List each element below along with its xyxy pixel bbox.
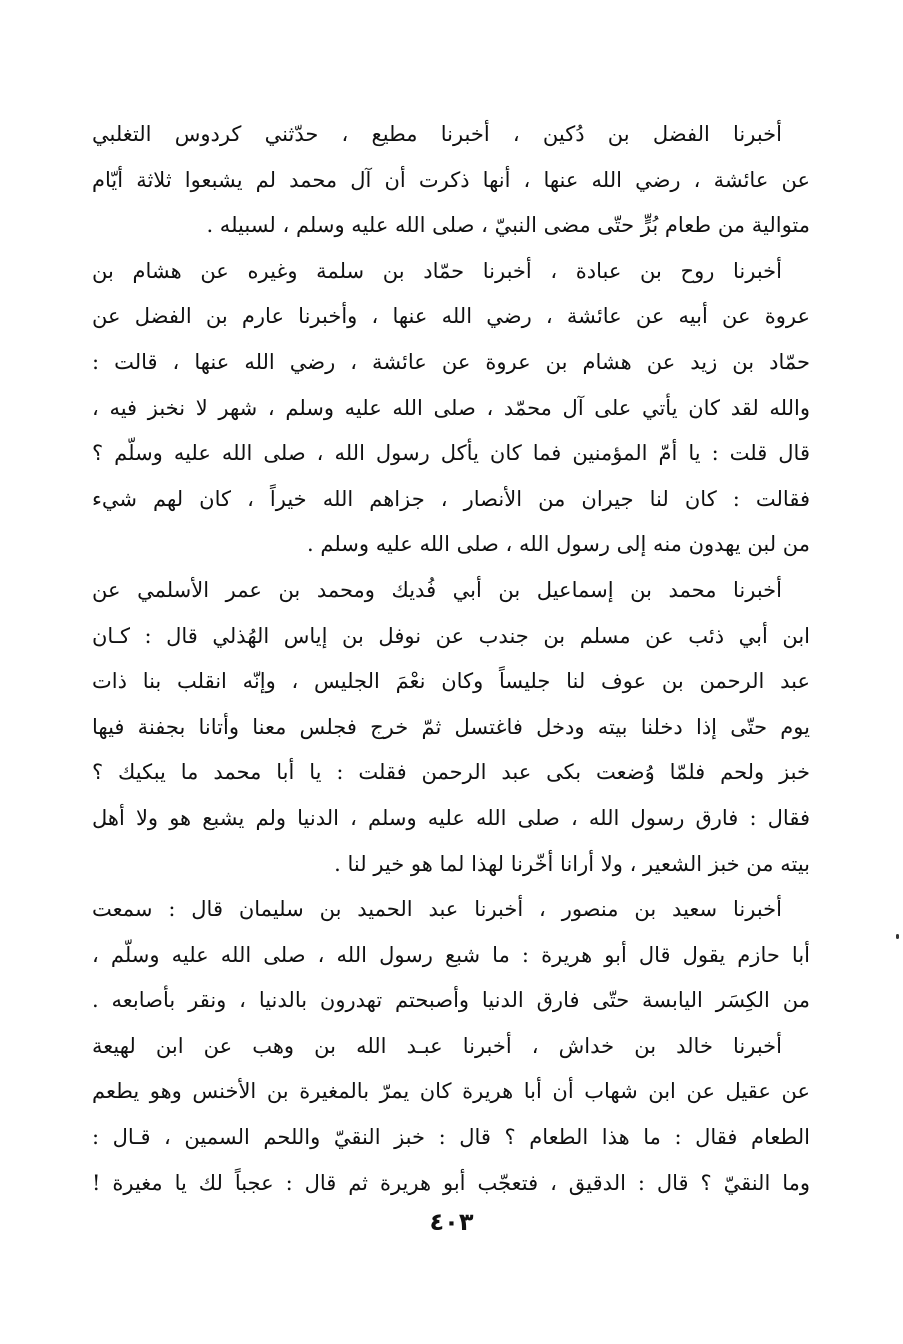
text-line: أخبرنا روح بن عبادة ، أخبرنا حمّاد بن سلمة وغيره عن هشام بن [92,258,782,283]
text-line: بيته من خبز الشعير ، ولا أرانا أخّرنا لهذا لما هو خير لنا . [334,851,810,876]
text-line: فقالت : كان لنا جيران من الأنصار ، جزاهم الله خيراً ، كان لهم شيء [92,486,810,511]
text-line: متوالية من طعام بُرٍّ حتّى مضى النبيّ ، صلى الله عليه وسلم ، لسبيله . [206,213,810,238]
text-line: يوم حتّى إذا دخلنا بيته ودخل فاغتسل ثمّ خرج فجلس معنا وأتانا بجفنة فيها [92,714,810,739]
scan-speck [896,934,899,939]
text-line: عبد الرحمن بن عوف لنا جليساً وكان نعْمَ الجليس ، وإنّه انقلب بنا ذات [92,669,810,694]
page-number: ٤٠٣ [429,1208,474,1236]
text-line: أخبرنا الفضل بن دُكين ، أخبرنا مطيع ، حدّثني كردوس التغلبي [92,122,782,146]
text-line: خبز ولحم فلمّا وُضعت بكى عبد الرحمن فقلت : يا أبا محمد ما يبكيك ؟ [92,760,810,785]
paragraph-1 [92,112,810,249]
text-line: عروة عن أبيه عن عائشة ، رضي الله عنها ، وأخبرنا عارم بن الفضل عن [92,304,810,329]
paragraph-4 [92,887,810,1024]
text-line: والله لقد كان يأتي على آل محمّد ، صلى الله عليه وسلم ، شهر لا نخبز فيه ، [92,395,810,420]
hadith-text-block [92,112,810,1206]
text-line: من الكِسَر اليابسة حتّى فارق الدنيا وأصبحتم تهدرون بالدنيا ، ونقر بأصابعه . [92,988,810,1013]
text-line: عن عقيل عن ابن شهاب أن أبا هريرة كان يمرّ بالمغيرة بن الأخنس وهو يطعم [92,1079,810,1104]
text-line: ابن أبي ذئب عن مسلم بن جندب عن نوفل بن إياس الهُذلي قال : كـان [92,623,810,648]
text-line: أخبرنا خالد بن خداش ، أخبرنا عبـد الله بن وهب عن ابن لهيعة [92,1033,782,1058]
text-line: أبا حازم يقول قال أبو هريرة : ما شبع رسول الله ، صلى الله عليه وسلّم ، [92,942,810,967]
text-line: وما النقيّ ؟ قال : الدقيق ، فتعجّب أبو هريرة ثم قال : عجباً لك يا مغيرة ! [92,1170,810,1195]
paragraph-5 [92,1024,810,1206]
text-line: أخبرنا محمد بن إسماعيل بن أبي فُديك ومحمد بن عمر الأسلمي عن [92,577,782,602]
text-line: الطعام فقال : ما هذا الطعام ؟ قال : خبز النقيّ واللحم السمين ، قـال : [92,1125,810,1150]
text-line: عن عائشة ، رضي الله عنها ، أنها ذكرت أن آل محمد لم يشبعوا ثلاثة أيّام [92,167,810,192]
paragraph-2 [92,249,810,568]
paragraph-3 [92,568,810,887]
text-line: أخبرنا سعيد بن منصور ، أخبرنا عبد الحميد بن سليمان قال : سمعت [92,897,782,922]
text-line: قال قلت : يا أمّ المؤمنين فما كان يأكل رسول الله ، صلى الله عليه وسلّم ؟ [92,441,810,466]
text-line: من لبن يهدون منه إلى رسول الله ، صلى الله عليه وسلم . [307,532,810,557]
text-line: فقال : فارق رسول الله ، صلى الله عليه وسلم ، الدنيا ولم يشبع هو ولا أهل [92,805,810,830]
text-line: حمّاد بن زيد عن هشام بن عروة عن عائشة ، رضي الله عنها ، قالت : [92,349,810,374]
